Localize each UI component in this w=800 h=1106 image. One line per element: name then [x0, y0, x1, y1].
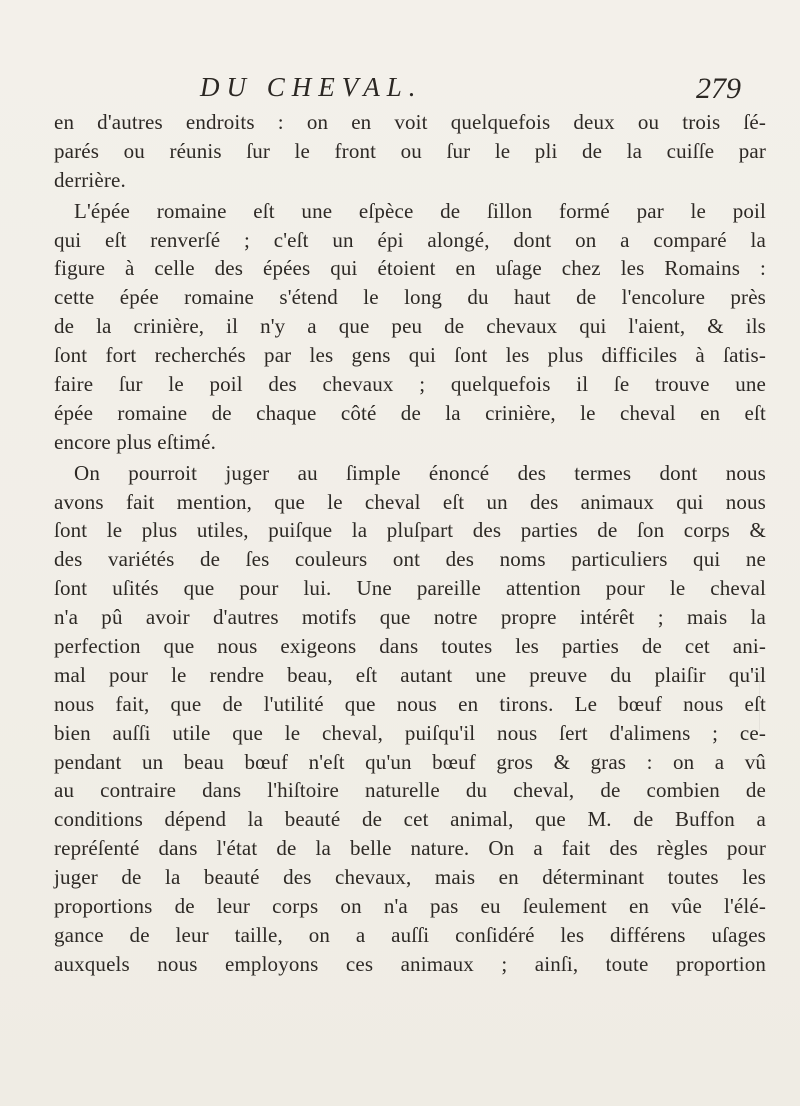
running-head: [0, 72, 800, 112]
text-line: nous fait, que de l'utilité que nous en tirons. Le bœuf nous eſt: [54, 691, 766, 716]
paragraph-start-line: On pourroit juger au ſimple énoncé des termes dont nous: [74, 460, 766, 485]
paragraph-start-line: L'épée romaine eſt une eſpèce de ſillon formé par le poil: [74, 198, 766, 223]
text-line: bien auſſi utile que le cheval, puiſqu'il nous ſert d'alimens ; ce-: [54, 720, 766, 745]
text-line: figure à celle des épées qui étoient en uſage chez les Romains :: [54, 256, 766, 281]
text-line: épée romaine de chaque côté de la crinière, le cheval en eſt: [54, 400, 766, 425]
text-line: qui eſt renverſé ; c'eſt un épi alongé, dont on a comparé la: [54, 227, 766, 252]
page-blemish: [759, 670, 760, 730]
text-line: au contraire dans l'hiſtoire naturelle du cheval, de combien de: [54, 778, 766, 803]
text-line: parés ou réunis ſur le front ou ſur le pli de la cuiſſe par: [54, 138, 766, 163]
text-line: ſont uſités que pour lui. Une pareille attention pour le cheval: [54, 576, 766, 601]
text-line: conditions dépend la beauté de cet animal, que M. de Buffon a: [54, 807, 766, 832]
text-line: de la crinière, il n'y a que peu de chevaux qui l'aient, & ils: [54, 314, 766, 339]
text-line: ſont fort recherchés par les gens qui ſont les plus difficiles à ſatis-: [54, 343, 766, 368]
text-line: pendant un beau bœuf n'eſt qu'un bœuf gros & gras : on a vû: [54, 749, 766, 774]
text-line: gance de leur taille, on a auſſi conſidéré les différens uſages: [54, 922, 766, 947]
text-line: encore plus eſtimé.: [54, 429, 217, 454]
text-line: faire ſur le poil des chevaux ; quelquefois il ſe trouve une: [54, 372, 766, 397]
text-line: derrière.: [54, 167, 126, 192]
text-line: cette épée romaine s'étend le long du haut de l'encolure près: [54, 285, 766, 310]
text-line: perfection que nous exigeons dans toutes les parties de cet ani-: [54, 634, 766, 659]
text-line: avons fait mention, que le cheval eſt un des animaux qui nous: [54, 489, 766, 514]
text-line: ſont le plus utiles, puiſque la pluſpart des parties de ſon corps &: [54, 518, 766, 543]
text-line: n'a pû avoir d'autres motifs que notre propre intérêt ; mais la: [54, 605, 766, 630]
text-line: juger de la beauté des chevaux, mais en déterminant toutes les: [54, 865, 766, 890]
body-text: [54, 108, 766, 979]
text-line: proportions de leur corps on n'a pas eu ſeulement en vûe l'élé-: [54, 894, 766, 919]
text-line: auxquels nous employons ces animaux ; ainſi, toute proportion: [54, 951, 766, 976]
text-line: des variétés de ſes couleurs ont des noms particuliers qui ne: [54, 547, 766, 572]
text-line: repréſenté dans l'état de la belle nature. On a fait des règles pour: [54, 836, 766, 861]
text-line: mal pour le rendre beau, eſt autant une preuve du plaiſir qu'il: [54, 662, 766, 687]
text-line: en d'autres endroits : on en voit quelquefois deux ou trois ſé-: [54, 110, 766, 134]
page-number: 279: [696, 72, 741, 105]
running-title: DU CHEVAL.: [200, 72, 423, 102]
